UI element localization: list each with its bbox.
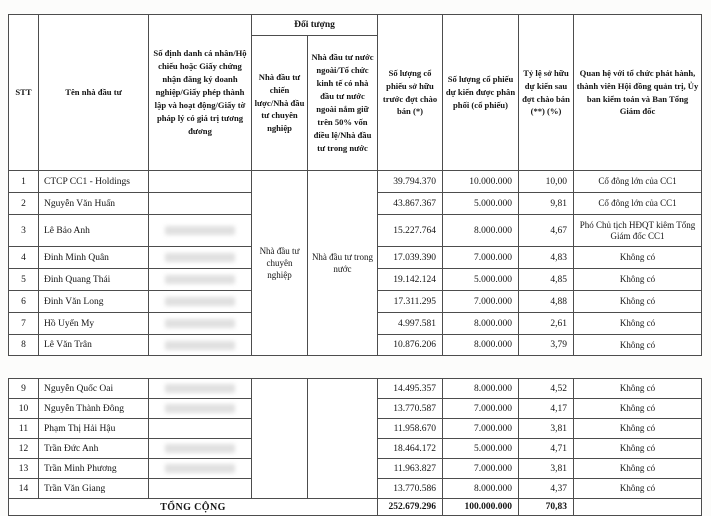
- ratio-after-cell: 4,88: [519, 291, 574, 313]
- relation-cell: Không có: [574, 291, 702, 313]
- id-document-cell: [149, 247, 252, 269]
- ratio-after-cell: 3,81: [519, 419, 574, 439]
- shares-allocated-cell: 8.000.000: [443, 215, 519, 247]
- redacted-id-smudge: [165, 319, 234, 328]
- total-row: [9, 499, 702, 516]
- ratio-after-cell: 4,52: [519, 379, 574, 399]
- col-header-id-doc: Số định danh cá nhân/Hộ chiếu hoặc Giấy chứng nhận đăng ký doanh nghiệp/Giấy phép thành lập và hoạt động/Giấy tờ pháp lý có giá trị tương đương: [149, 15, 252, 171]
- ratio-after-cell: 9,81: [519, 193, 574, 215]
- stt-cell: 8: [9, 335, 39, 356]
- id-document-cell: [149, 313, 252, 335]
- stt-cell: 12: [9, 439, 39, 459]
- shares-allocated-cell: 7.000.000: [443, 459, 519, 479]
- id-document-cell: [149, 439, 252, 459]
- investor-row: [9, 171, 702, 193]
- investor-name-cell: Lê Văn Trân: [39, 335, 149, 356]
- redacted-id-smudge: [165, 444, 234, 453]
- redacted-id-smudge: [165, 404, 234, 413]
- investor-name-cell: Trần Đức Anh: [39, 439, 149, 459]
- redacted-id-smudge: [165, 275, 234, 284]
- redacted-id-smudge: [165, 384, 234, 393]
- redacted-id-smudge: [165, 341, 234, 350]
- total-shares-allocated-cell: 100.000.000: [443, 499, 519, 516]
- shares-allocated-cell: 8.000.000: [443, 479, 519, 499]
- shares-allocated-cell: 8.000.000: [443, 335, 519, 356]
- stt-cell: 4: [9, 247, 39, 269]
- col-header-shares-allocated: Số lượng cổ phiếu dự kiến được phân phối (cổ phiếu): [443, 15, 519, 171]
- ratio-after-cell: 4,85: [519, 269, 574, 291]
- stt-cell: 2: [9, 193, 39, 215]
- col-header-shares-before: Số lượng cổ phiếu sở hữu trước đợt chào bán (*): [378, 15, 443, 171]
- investor-name-cell: Đinh Văn Long: [39, 291, 149, 313]
- investor-name-cell: CTCP CC1 - Holdings: [39, 171, 149, 193]
- header-band-row: [9, 15, 702, 36]
- investor-name-cell: Đinh Quang Thái: [39, 269, 149, 291]
- shares-allocated-cell: 5.000.000: [443, 193, 519, 215]
- col-header-investor-type-1: Nhà đầu tư chiến lược/Nhà đầu tư chuyên nghiệp: [252, 36, 308, 171]
- col-header-stt: STT: [9, 15, 39, 171]
- shares-allocated-cell: 8.000.000: [443, 313, 519, 335]
- shares-allocated-cell: 7.000.000: [443, 247, 519, 269]
- shares-allocated-cell: 7.000.000: [443, 291, 519, 313]
- investor-name-cell: Phạm Thị Hải Hậu: [39, 419, 149, 439]
- shares-before-cell: 15.227.764: [378, 215, 443, 247]
- shares-before-cell: 11.963.827: [378, 459, 443, 479]
- shares-before-cell: 11.958.670: [378, 419, 443, 439]
- ratio-after-cell: 2,61: [519, 313, 574, 335]
- shares-before-cell: 4.997.581: [378, 313, 443, 335]
- col-header-subject-band: Đối tượng: [252, 15, 378, 36]
- stt-cell: 13: [9, 459, 39, 479]
- shares-allocated-cell: 5.000.000: [443, 269, 519, 291]
- redacted-id-smudge: [165, 464, 234, 473]
- total-ratio-after-cell: 70,83: [519, 499, 574, 516]
- ratio-after-cell: 4,83: [519, 247, 574, 269]
- relation-cell: Không có: [574, 379, 702, 399]
- shares-before-cell: 39.794.370: [378, 171, 443, 193]
- shares-allocated-cell: 7.000.000: [443, 399, 519, 419]
- id-document-cell: [149, 215, 252, 247]
- shares-allocated-cell: 8.000.000: [443, 379, 519, 399]
- shares-allocated-cell: 7.000.000: [443, 419, 519, 439]
- stt-cell: 11: [9, 419, 39, 439]
- investor-type-2-cell: Nhà đầu tư trong nước: [308, 171, 378, 356]
- shares-before-cell: 19.142.124: [378, 269, 443, 291]
- relation-cell: Không có: [574, 459, 702, 479]
- investor-name-cell: Hồ Uyển My: [39, 313, 149, 335]
- shares-before-cell: 17.311.295: [378, 291, 443, 313]
- id-document-cell: [149, 459, 252, 479]
- investor-type-1-cell: Nhà đầu tư chuyên nghiệp: [252, 171, 308, 356]
- investor-type-2-cell: [308, 379, 378, 499]
- relation-cell: Cổ đông lớn của CC1: [574, 193, 702, 215]
- relation-cell: Không có: [574, 313, 702, 335]
- relation-cell: Phó Chủ tịch HĐQT kiêm Tổng Giám đốc CC1: [574, 215, 702, 247]
- col-header-investor-type-2: Nhà đầu tư nước ngoài/Tổ chức kinh tế có nhà đầu tư nước ngoài nắm giữ trên 50% vốn điều lệ/Nhà đầu tư trong nước: [308, 36, 378, 171]
- investor-name-cell: Đinh Minh Quân: [39, 247, 149, 269]
- shares-before-cell: 43.867.367: [378, 193, 443, 215]
- ratio-after-cell: 3,81: [519, 459, 574, 479]
- ratio-after-cell: 4,67: [519, 215, 574, 247]
- stt-cell: 7: [9, 313, 39, 335]
- investor-name-cell: Trần Văn Giang: [39, 479, 149, 499]
- redacted-id-smudge: [165, 297, 234, 306]
- stt-cell: 6: [9, 291, 39, 313]
- col-header-relation: Quan hệ với tổ chức phát hành, thành viên Hội đồng quản trị, Ủy ban kiểm toán và Ban Tổng Giám đốc: [574, 15, 702, 171]
- relation-cell: Không có: [574, 439, 702, 459]
- stt-cell: 3: [9, 215, 39, 247]
- relation-cell: Không có: [574, 247, 702, 269]
- shares-before-cell: 18.464.172: [378, 439, 443, 459]
- shares-before-cell: 13.770.586: [378, 479, 443, 499]
- ratio-after-cell: 4,71: [519, 439, 574, 459]
- ratio-after-cell: 4,17: [519, 399, 574, 419]
- redacted-id-smudge: [165, 253, 234, 262]
- ratio-after-cell: 3,79: [519, 335, 574, 356]
- investor-name-cell: Nguyễn Thành Đông: [39, 399, 149, 419]
- relation-cell: Không có: [574, 419, 702, 439]
- id-document-cell: [149, 171, 252, 193]
- investor-table-section1: [8, 14, 702, 356]
- shares-before-cell: 17.039.390: [378, 247, 443, 269]
- total-shares-before-cell: 252.679.296: [378, 499, 443, 516]
- stt-cell: 14: [9, 479, 39, 499]
- investor-type-1-cell: [252, 379, 308, 499]
- investor-name-cell: Nguyễn Quốc Oai: [39, 379, 149, 399]
- id-document-cell: [149, 379, 252, 399]
- investor-name-cell: Lê Bảo Anh: [39, 215, 149, 247]
- total-label-cell: TỔNG CỘNG: [9, 499, 378, 516]
- stt-cell: 5: [9, 269, 39, 291]
- relation-cell: Không có: [574, 335, 702, 356]
- col-header-name: Tên nhà đầu tư: [39, 15, 149, 171]
- investor-row: [9, 379, 702, 399]
- investor-table-section2: [8, 378, 702, 516]
- ratio-after-cell: 10,00: [519, 171, 574, 193]
- stt-cell: 1: [9, 171, 39, 193]
- investor-name-cell: Nguyễn Văn Huấn: [39, 193, 149, 215]
- relation-cell: Không có: [574, 479, 702, 499]
- stt-cell: 10: [9, 399, 39, 419]
- shares-before-cell: 13.770.587: [378, 399, 443, 419]
- id-document-cell: [149, 399, 252, 419]
- id-document-cell: [149, 291, 252, 313]
- id-document-cell: [149, 193, 252, 215]
- id-document-cell: [149, 419, 252, 439]
- shares-allocated-cell: 5.000.000: [443, 439, 519, 459]
- shares-before-cell: 14.495.357: [378, 379, 443, 399]
- relation-cell: Cổ đông lớn của CC1: [574, 171, 702, 193]
- redacted-id-smudge: [165, 226, 234, 235]
- shares-allocated-cell: 10.000.000: [443, 171, 519, 193]
- col-header-ratio-after: Tỷ lệ sở hữu dự kiến sau đợt chào bán (**) (%): [519, 15, 574, 171]
- id-document-cell: [149, 479, 252, 499]
- total-relation-cell: [574, 499, 702, 516]
- relation-cell: Không có: [574, 399, 702, 419]
- relation-cell: Không có: [574, 269, 702, 291]
- investor-name-cell: Trần Minh Phương: [39, 459, 149, 479]
- stt-cell: 9: [9, 379, 39, 399]
- id-document-cell: [149, 335, 252, 356]
- ratio-after-cell: 4,37: [519, 479, 574, 499]
- shares-before-cell: 10.876.206: [378, 335, 443, 356]
- id-document-cell: [149, 269, 252, 291]
